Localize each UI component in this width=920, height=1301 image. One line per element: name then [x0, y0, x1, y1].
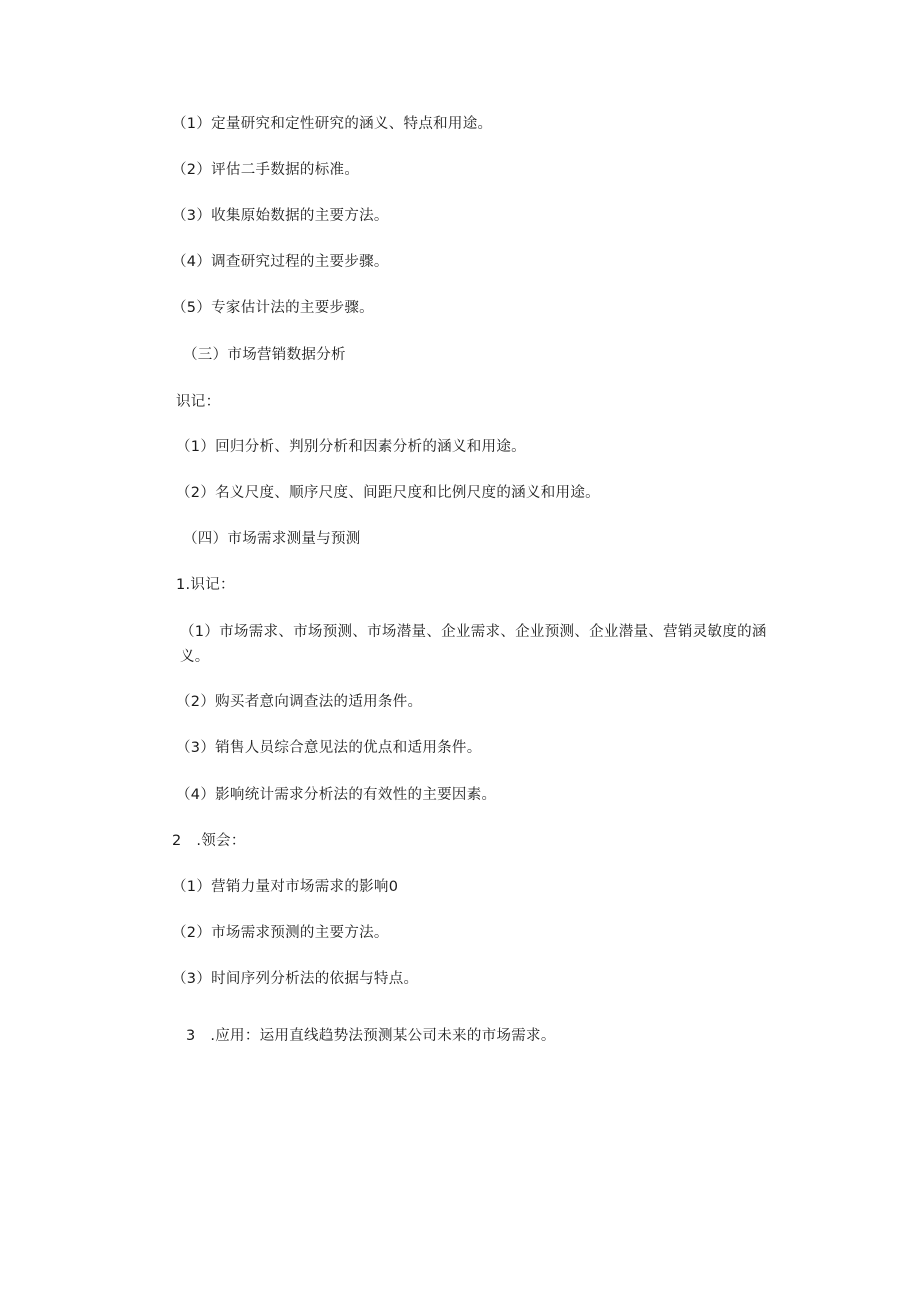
item-marketing-effort-impact: （1）营销力量对市场需求的影响0: [172, 879, 399, 895]
subheading-comprehend-2: 2 .领会：: [172, 833, 246, 849]
item-forecast-methods: （2）市场需求预测的主要方法。: [172, 925, 389, 941]
subheading-apply-3: 3 .应用：运用直线趋势法预测某公司未来的市场需求。: [186, 1028, 556, 1044]
section-heading-data-analysis: （三）市场营销数据分析: [183, 347, 346, 363]
item-primary-data-methods: （3）收集原始数据的主要方法。: [172, 208, 389, 224]
item-market-demand-definitions: （1）市场需求、市场预测、市场潜量、企业需求、企业预测、企业潜量、营销灵敏度的涵义。: [180, 624, 767, 665]
item-regression-analysis: （1）回归分析、判别分析和因素分析的涵义和用途。: [176, 439, 526, 455]
section-heading-demand-forecast: （四）市场需求测量与预测: [183, 531, 361, 547]
item-measurement-scales: （2）名义尺度、顺序尺度、间距尺度和比例尺度的涵义和用途。: [176, 485, 600, 501]
item-time-series-analysis: （3）时间序列分析法的依据与特点。: [172, 971, 419, 987]
item-quant-qual-research: （1）定量研究和定性研究的涵义、特点和用途。: [172, 116, 493, 132]
item-buyer-intention-survey: （2）购买者意向调查法的适用条件。: [176, 694, 423, 710]
item-survey-process-steps: （4）调查研究过程的主要步骤。: [172, 254, 389, 270]
subheading-memorize: 识记：: [176, 394, 221, 410]
item-secondary-data-criteria: （2）评估二手数据的标准。: [172, 162, 360, 178]
item-statistical-demand-factors: （4）影响统计需求分析法的有效性的主要因素。: [176, 787, 497, 803]
item-expert-estimation-steps: （5）专家估计法的主要步骤。: [172, 300, 374, 316]
subheading-memorize-1: 1.识记：: [176, 577, 235, 593]
item-sales-force-composite: （3）销售人员综合意见法的优点和适用条件。: [176, 740, 482, 756]
